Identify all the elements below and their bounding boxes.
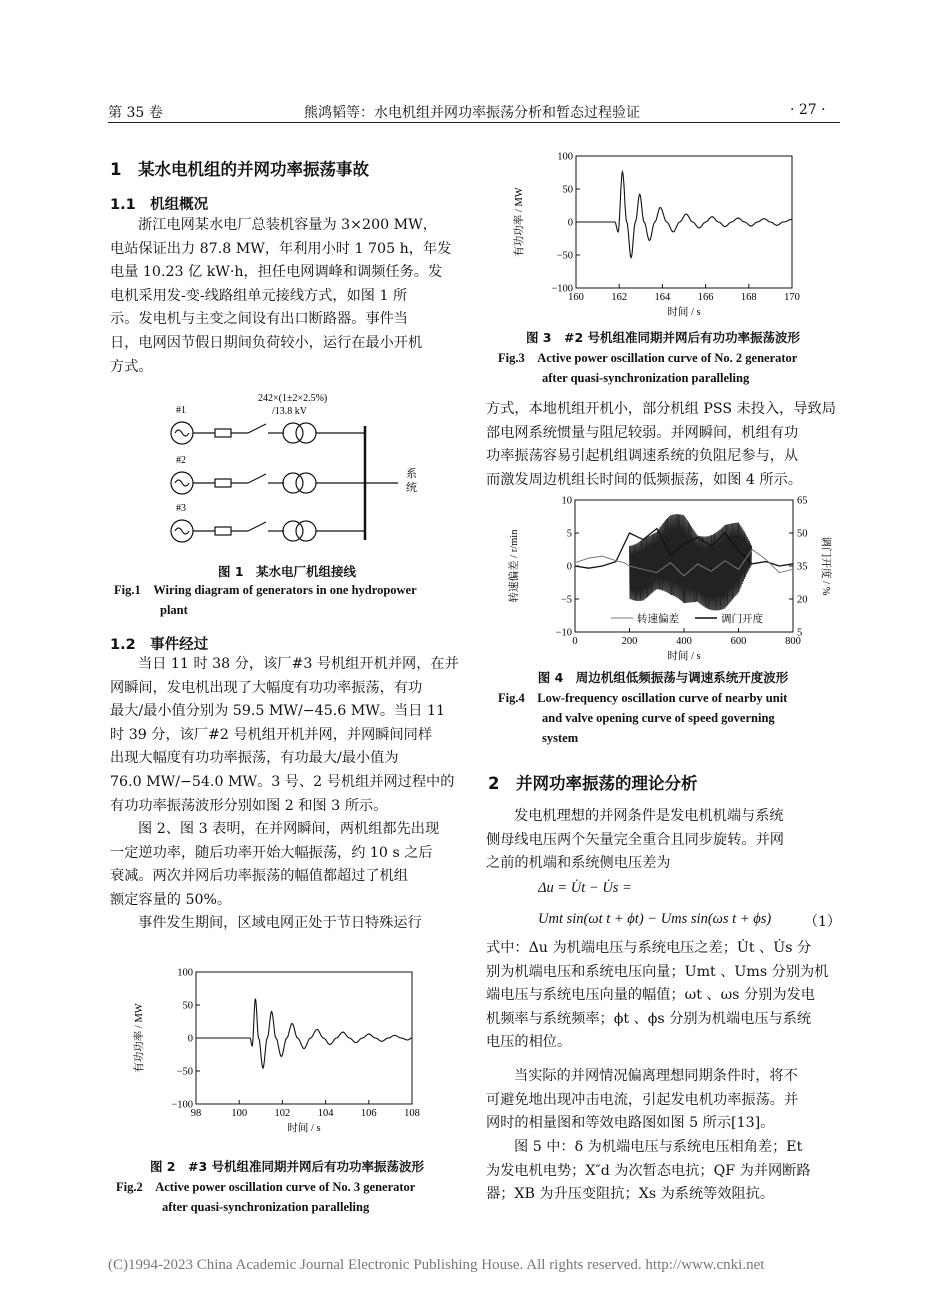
series-line [196, 999, 412, 1068]
fig2-chart [130, 962, 430, 1142]
switch-icon [248, 522, 266, 531]
text-line: 可避免地出现冲击电流，引起发电机功率振荡。并 [486, 1091, 799, 1108]
equation-number: （1） [804, 914, 841, 930]
y-tick-label: 10 [561, 495, 572, 507]
y2-axis-label: 调门开度 / % [820, 536, 831, 596]
y-tick-label: −100 [171, 1099, 193, 1111]
x-tick-label: 162 [611, 292, 628, 303]
x-axis-label: 时间 / s [667, 307, 701, 318]
text-line: 当日 11 时 38 分，该厂#3 号机组开机并网，在并 [138, 656, 459, 672]
transformer-icon [296, 521, 316, 541]
fig1-ratio-bottom: /13.8 kV [272, 406, 307, 417]
sine-symbol [175, 528, 189, 534]
text-line: 式中：Δu 为机端电压与系统电压之差；U̇t 、U̇s 分 [486, 940, 812, 956]
running-title: 熊鸿韬等：水电机组并网功率振荡分析和暂态过程验证 [304, 105, 640, 121]
x-tick-label: 100 [231, 1108, 248, 1119]
page-number: · 27 · [790, 102, 826, 118]
subsection-1-1-title: 1.1 机组概况 [110, 197, 209, 213]
text-line: 出现大幅度有功功率振荡，有功最大/最小值为 [110, 750, 399, 767]
paragraph-4 [110, 912, 464, 936]
x-tick-label: 164 [654, 292, 671, 303]
text-line: 端电压与系统电压向量的幅值；ωt 、ωs 分别为发电 [486, 987, 815, 1004]
x-tick-label: 160 [568, 292, 584, 303]
y-tick-label: 0 [567, 217, 573, 229]
x-tick-label: 104 [317, 1108, 334, 1119]
text-line: 图 5 中：δ 为机端电压与系统电压相角差；Et [514, 1139, 803, 1155]
fig2-caption-en: Fig.2 Active power oscillation curve of No. 3 generator after quasi-synchronization paralleling [116, 1180, 416, 1214]
text-line: 一定逆功率，随后功率开始大幅振荡，约 10 s 之后 [110, 844, 433, 861]
fig1-gen-label: #3 [176, 503, 186, 514]
fig4-chart [505, 490, 831, 662]
y-tick-label: 0 [566, 561, 572, 573]
transformer-icon [296, 473, 316, 493]
transformer-icon [283, 423, 303, 443]
y2-tick-label: 65 [797, 495, 808, 507]
text-line: 别为机端电压和系统电压向量；Umt 、Ums 分别为机 [486, 963, 829, 980]
text-line: 最大/最小值分别为 59.5 MW/−45.6 MW。当日 11 [110, 703, 446, 720]
paragraph-8 [486, 1136, 840, 1207]
x-tick-label: 0 [572, 636, 578, 647]
section1-title: 1 某水电机组的并网功率振荡事故 [110, 160, 369, 179]
text-line: 网瞬间，发电机出现了大幅度有功功率振荡，有功 [110, 679, 423, 696]
fig1-gen-label: #2 [176, 455, 186, 466]
y-tick-label: 50 [182, 1000, 193, 1012]
text-line: 而激发周边机组长时间的低频振荡，如图 4 所示。 [486, 471, 802, 488]
text-line: 电机采用发-变-线路组单元接线方式，如图 1 所 [110, 287, 408, 304]
text-line: 电压的相位。 [486, 1034, 572, 1051]
text-line: 发电机理想的并网条件是发电机机端与系统 [514, 808, 784, 824]
text-line: 电站保证出力 87.8 MW，年利用小时 1 705 h，年发 [110, 240, 452, 257]
breaker-icon [215, 479, 231, 487]
fig3-chart [510, 146, 810, 326]
text-line: 事件发生期间，区域电网正处于节日特殊运行 [138, 915, 422, 931]
y-tick-label: −5 [560, 594, 572, 606]
breaker-icon [215, 527, 231, 535]
fig1-system-label: 系统 [406, 468, 417, 494]
text-line: 76.0 MW/−54.0 MW。3 号、2 号机组并网过程中的 [110, 773, 455, 790]
y-tick-label: −10 [555, 627, 572, 639]
y-axis-label: 转速偏差 / r/min [509, 529, 520, 603]
x-tick-label: 166 [697, 292, 714, 303]
y2-tick-label: 20 [797, 594, 808, 606]
y-axis-label: 有功功率 / MW [134, 1003, 145, 1073]
text-line: 衰减。两次并网后功率振荡的幅值都超过了机组 [110, 868, 408, 885]
text-line: 额定容量的 50%。 [110, 891, 232, 908]
transformer-icon [283, 473, 303, 493]
x-tick-label: 200 [621, 636, 638, 647]
x-tick-label: 98 [190, 1108, 202, 1119]
paragraph-5 [486, 805, 840, 876]
text-line: 方式，本地机组开机小，部分机组 PSS 未投入，导致局 [486, 401, 836, 417]
copyright-footer: (C)1994-2023 China Academic Journal Electronic Publishing House. All rights reserved. http://www.cnki.net [108, 1257, 765, 1273]
text-line: 当实际的并网情况偏离理想同期条件时，将不 [514, 1068, 798, 1084]
x-tick-label: 170 [784, 292, 800, 303]
fig1-caption-en: Fig.1 Wiring diagram of generators in one hydropower plant [114, 583, 417, 617]
text-line: 图 2、图 3 表明，在并网瞬间，两机组都先出现 [138, 821, 440, 837]
y-tick-label: −50 [176, 1066, 193, 1078]
fig1-caption-cn: 图 1 某水电厂机组接线 [217, 564, 357, 579]
x-axis-label: 时间 / s [287, 1123, 321, 1134]
text-line: 日，电网因节假日期间负荷较小，运行在最小开机 [110, 334, 423, 351]
paragraph-1 [110, 214, 464, 379]
y-tick-label: −100 [551, 283, 573, 295]
text-line: 浙江电网某水电厂总装机容量为 3×200 MW， [138, 217, 437, 233]
y-tick-label: 50 [562, 184, 573, 196]
fig3-caption-cn: 图 3 #2 号机组准同期并网后有功功率振荡波形 [525, 330, 801, 345]
text-line: 功率振荡容易引起机组调速系统的负阻尼参与，从 [486, 448, 799, 465]
text-line: 示。发电机与主变之间设有出口断路器。事件当 [110, 311, 408, 328]
fig2-caption-cn: 图 2 #3 号机组准同期并网后有功功率振荡波形 [149, 1159, 425, 1174]
paragraph-3 [110, 818, 464, 912]
y-tick-label: 100 [557, 151, 573, 163]
y-tick-label: 5 [566, 528, 572, 540]
x-tick-label: 106 [360, 1108, 377, 1119]
fig3-caption-en: Fig.3 Active power oscillation curve of No. 2 generator after quasi-synchronization paralleling [498, 351, 798, 385]
legend-label-valve: 调门开度 [721, 614, 763, 625]
paragraph-7 [486, 1065, 840, 1136]
fig4-caption-cn: 图 4 周边机组低频振荡与调速系统开度波形 [537, 670, 789, 685]
switch-icon [248, 474, 266, 483]
section2-title: 2 并网功率振荡的理论分析 [488, 774, 698, 793]
text-line: 侧母线电压两个矢量完全重合且同步旋转。并网 [486, 831, 784, 848]
text-line: 有功功率振荡波形分别如图 2 和图 3 所示。 [110, 797, 388, 814]
fig4-caption-en: Fig.4 Low-frequency oscillation curve of nearby unit and valve opening curve of speed governing system [498, 691, 788, 745]
y-tick-label: 100 [177, 967, 193, 979]
volume-label: 第 35 卷 [108, 105, 163, 121]
paragraph-cont [486, 398, 840, 492]
text-line: 网时的相量图和等效电路图如图 5 所示[13]。 [486, 1115, 775, 1132]
valve-oscillation-band [630, 514, 752, 610]
transformer-icon [296, 423, 316, 443]
text-line: 机频率与系统频率；ϕt 、ϕs 分别为机端电压与系统 [486, 1010, 812, 1027]
y2-tick-label: 35 [797, 561, 808, 573]
fig1-wiring-diagram [160, 388, 430, 556]
text-line: 器；XB 为升压变阻抗；Xs 为系统等效阻抗。 [486, 1186, 775, 1203]
text-line: 为发电机电势；X″d 为次暂态电抗；QF 为并网断路 [486, 1162, 811, 1179]
fig1-gen-label: #1 [176, 405, 186, 416]
sine-symbol [175, 430, 189, 436]
header-rule [108, 122, 840, 123]
x-tick-label: 800 [785, 636, 801, 647]
text-line: 时 39 分，该厂#2 号机组开机并网，并网瞬间同样 [110, 726, 433, 743]
y-tick-label: −50 [556, 250, 573, 262]
paragraph-2 [110, 653, 464, 818]
x-tick-label: 102 [274, 1108, 291, 1119]
legend-label-speed: 转速偏差 [637, 614, 679, 625]
series-line [576, 172, 792, 258]
x-tick-label: 168 [740, 292, 757, 303]
paragraph-6 [486, 937, 840, 1055]
text-line: 之前的机端和系统侧电压差为 [486, 855, 671, 872]
sine-symbol [175, 480, 189, 486]
y-tick-label: 0 [187, 1033, 193, 1045]
x-tick-label: 108 [404, 1108, 420, 1119]
breaker-icon [215, 429, 231, 437]
y-axis-label: 有功功率 / MW [514, 187, 525, 257]
equation-line1: Δu = U̇t − U̇s = [538, 880, 632, 896]
text-line: 部电网系统惯量与阻尼较弱。并网瞬间，机组有功 [486, 424, 799, 441]
transformer-icon [283, 521, 303, 541]
text-line: 电量 10.23 亿 kW·h，担任电网调峰和调频任务。发 [110, 264, 443, 281]
fig1-ratio-top: 242×(1±2×2.5%) [258, 393, 328, 404]
x-tick-label: 400 [676, 636, 692, 647]
y2-tick-label: 50 [797, 528, 808, 540]
x-tick-label: 600 [730, 636, 747, 647]
switch-icon [248, 424, 266, 433]
fig4-legend [611, 612, 763, 625]
x-axis-label: 时间 / s [667, 651, 701, 662]
subsection-1-2-title: 1.2 事件经过 [110, 637, 209, 653]
text-line: 方式。 [110, 358, 153, 375]
equation-line2: Umt sin(ωt t + ϕt) − Ums sin(ωs t + ϕs) [538, 911, 772, 927]
y2-tick-label: 5 [797, 627, 803, 639]
